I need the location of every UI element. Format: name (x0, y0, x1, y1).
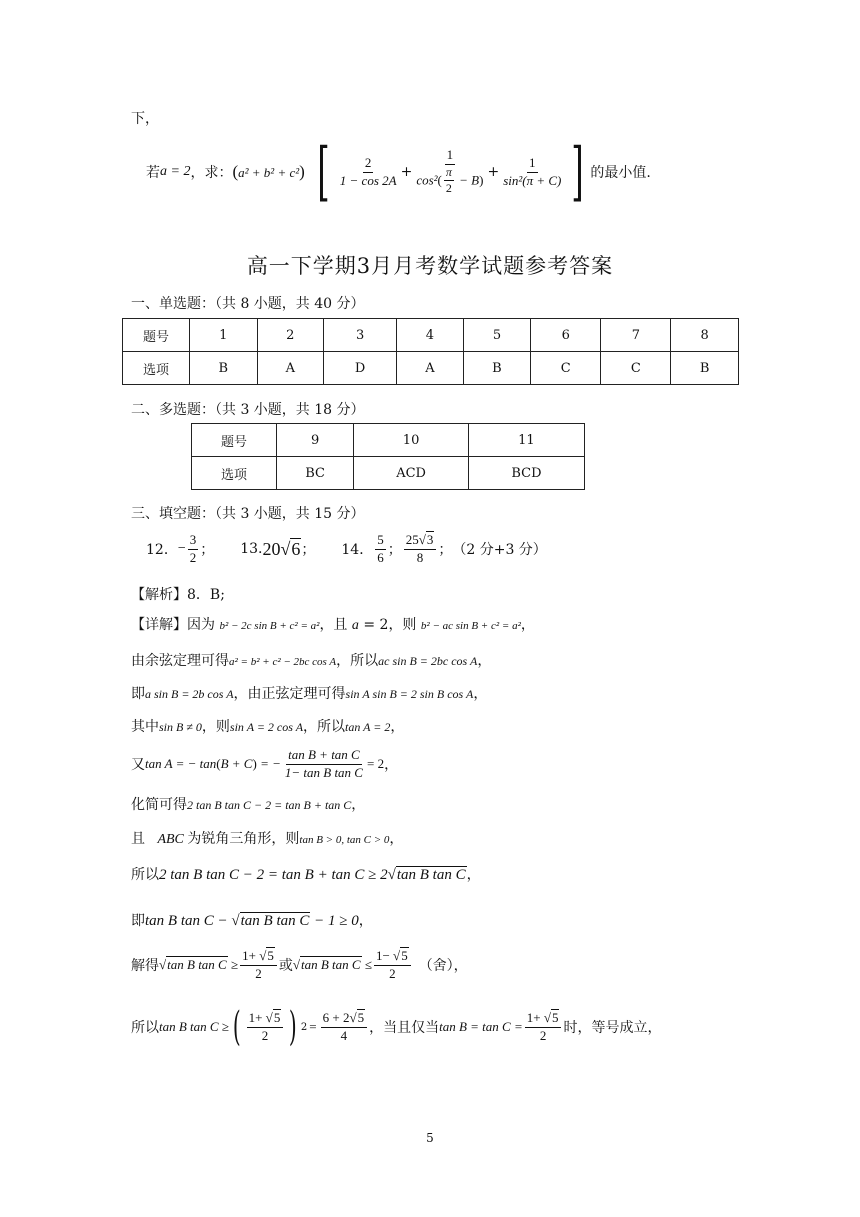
q14-label: 14． (341, 542, 374, 558)
problem-expression (146, 130, 651, 214)
detail-line-9: 即tan B tan C − √tan B tan C − 1 ≥ 0， (131, 913, 373, 929)
section1-heading: 一、单选题：（共 8 小题，共 40 分） (131, 296, 365, 312)
table-cell: 9 (277, 424, 354, 457)
table-row (123, 352, 739, 385)
section3-heading: 三、填空题：（共 3 小题，共 15 分） (131, 506, 365, 522)
q12-label: 12． (146, 542, 178, 558)
table-cell: 1 (190, 319, 258, 352)
page-title: 高一下学期3月月考数学试题参考答案 (246, 254, 614, 278)
analysis-heading: 【解析】8．B; (131, 587, 225, 603)
table-cell: A (397, 352, 463, 385)
table-cell: BCD (468, 457, 584, 490)
table-cell: 2 (257, 319, 323, 352)
q14-score-note: （2 分+3 分） (452, 542, 547, 558)
table-cell: 题号 (192, 424, 277, 457)
table-cell: ACD (354, 457, 469, 490)
detail-line-7: 且 ABC 为锐角三角形，则tan B > 0, tan C > 0， (131, 831, 404, 847)
table-cell: 6 (531, 319, 601, 352)
prev-text-line: 下， (131, 111, 159, 127)
detail-line-10: 解得 √tan B tan C ≥ $\frac{1+ √5}{2}$ 或 √tan B tan C ≤ $\frac{1- √5}{2}$ （舍）， (131, 947, 468, 981)
bracket-expression: [ $\frac{2}{1 - \cos 2A}$ + 1 cos²( $\frac{\pi}{2}$ − B) + $\frac{1}{\text{sin²(π + C)}}$ ] (317, 135, 585, 209)
table-cell: A (257, 352, 323, 385)
table-cell: C (531, 352, 601, 385)
problem-ask: ，求： (190, 165, 233, 181)
detail-line-4: 其中sin B ≠ 0，则sin A = 2 cos A，所以tan A = 2， (131, 719, 405, 735)
page-number: 5 (426, 1131, 434, 1145)
table-row (192, 457, 585, 490)
problem-suffix: 的最小值. (590, 165, 651, 181)
detail-line-11: 所以 tan B tan C ≥ ( $\frac{1+ √5}{2}$ ) 2 = $\frac{6 + 2√5}{4}$ ，当且仅当 tan B = tan C = $\frac{1+ √5}{2}$ 时，等号成立， (131, 1004, 662, 1050)
table-cell: 题号 (123, 319, 190, 352)
table-cell: 10 (354, 424, 469, 457)
single-choice-table (122, 318, 739, 385)
table-row (123, 319, 739, 352)
table-row (192, 424, 585, 457)
problem-prefix: 若 (146, 165, 160, 181)
table-cell: 选项 (123, 352, 190, 385)
table-cell: 7 (601, 319, 671, 352)
table-cell: 11 (468, 424, 584, 457)
q13-label: 13. (240, 541, 263, 557)
table-cell: B (190, 352, 258, 385)
table-cell: 8 (671, 319, 739, 352)
multi-choice-table (191, 423, 585, 490)
problem-condition: a = 2 (160, 164, 191, 179)
detail-line-8: 所以2 tan B tan C − 2 = tan B + tan C ≥ 2√tan B tan C， (131, 867, 481, 883)
detail-line-1: 【详解】因为 b² − 2c sin B + c² = a²，且 a = 2，则 b² − ac sin B + c² = a²， (131, 617, 535, 633)
table-cell: 4 (397, 319, 463, 352)
table-cell: B (463, 352, 531, 385)
table-cell: B (671, 352, 739, 385)
table-cell: C (601, 352, 671, 385)
detail-line-3: 即a sin B = 2b cos A，由正弦定理可得sin A sin B = 2 sin B cos A， (131, 686, 488, 702)
detail-line-2: 由余弦定理可得a² = b² + c² − 2bc cos A，所以ac sin B = 2bc cos A， (131, 653, 492, 669)
table-cell: 5 (463, 319, 531, 352)
detail-line-6: 化简可得2 tan B tan C − 2 = tan B + tan C， (131, 797, 366, 813)
table-cell: 3 (324, 319, 397, 352)
fill-blank-answers: 12． − $\frac{3}{2}$ ； 13. 20√6 ； 14． $\frac{5}{6}$ ； $\frac{25√3}{8}$ ； （2 分+3 分） (146, 531, 547, 565)
section2-heading: 二、多选题：（共 3 小题，共 18 分） (131, 402, 365, 418)
table-cell: D (324, 352, 397, 385)
table-cell: BC (277, 457, 354, 490)
sum-of-squares: (a² + b² + c²) (232, 162, 305, 181)
detail-line-5: 又 tan A = − tan(B + C) = − $\frac{\text{tan B + tan C}}{\text{1− tan B tan C}}$ = 2 ， (131, 746, 399, 780)
table-cell: 选项 (192, 457, 277, 490)
